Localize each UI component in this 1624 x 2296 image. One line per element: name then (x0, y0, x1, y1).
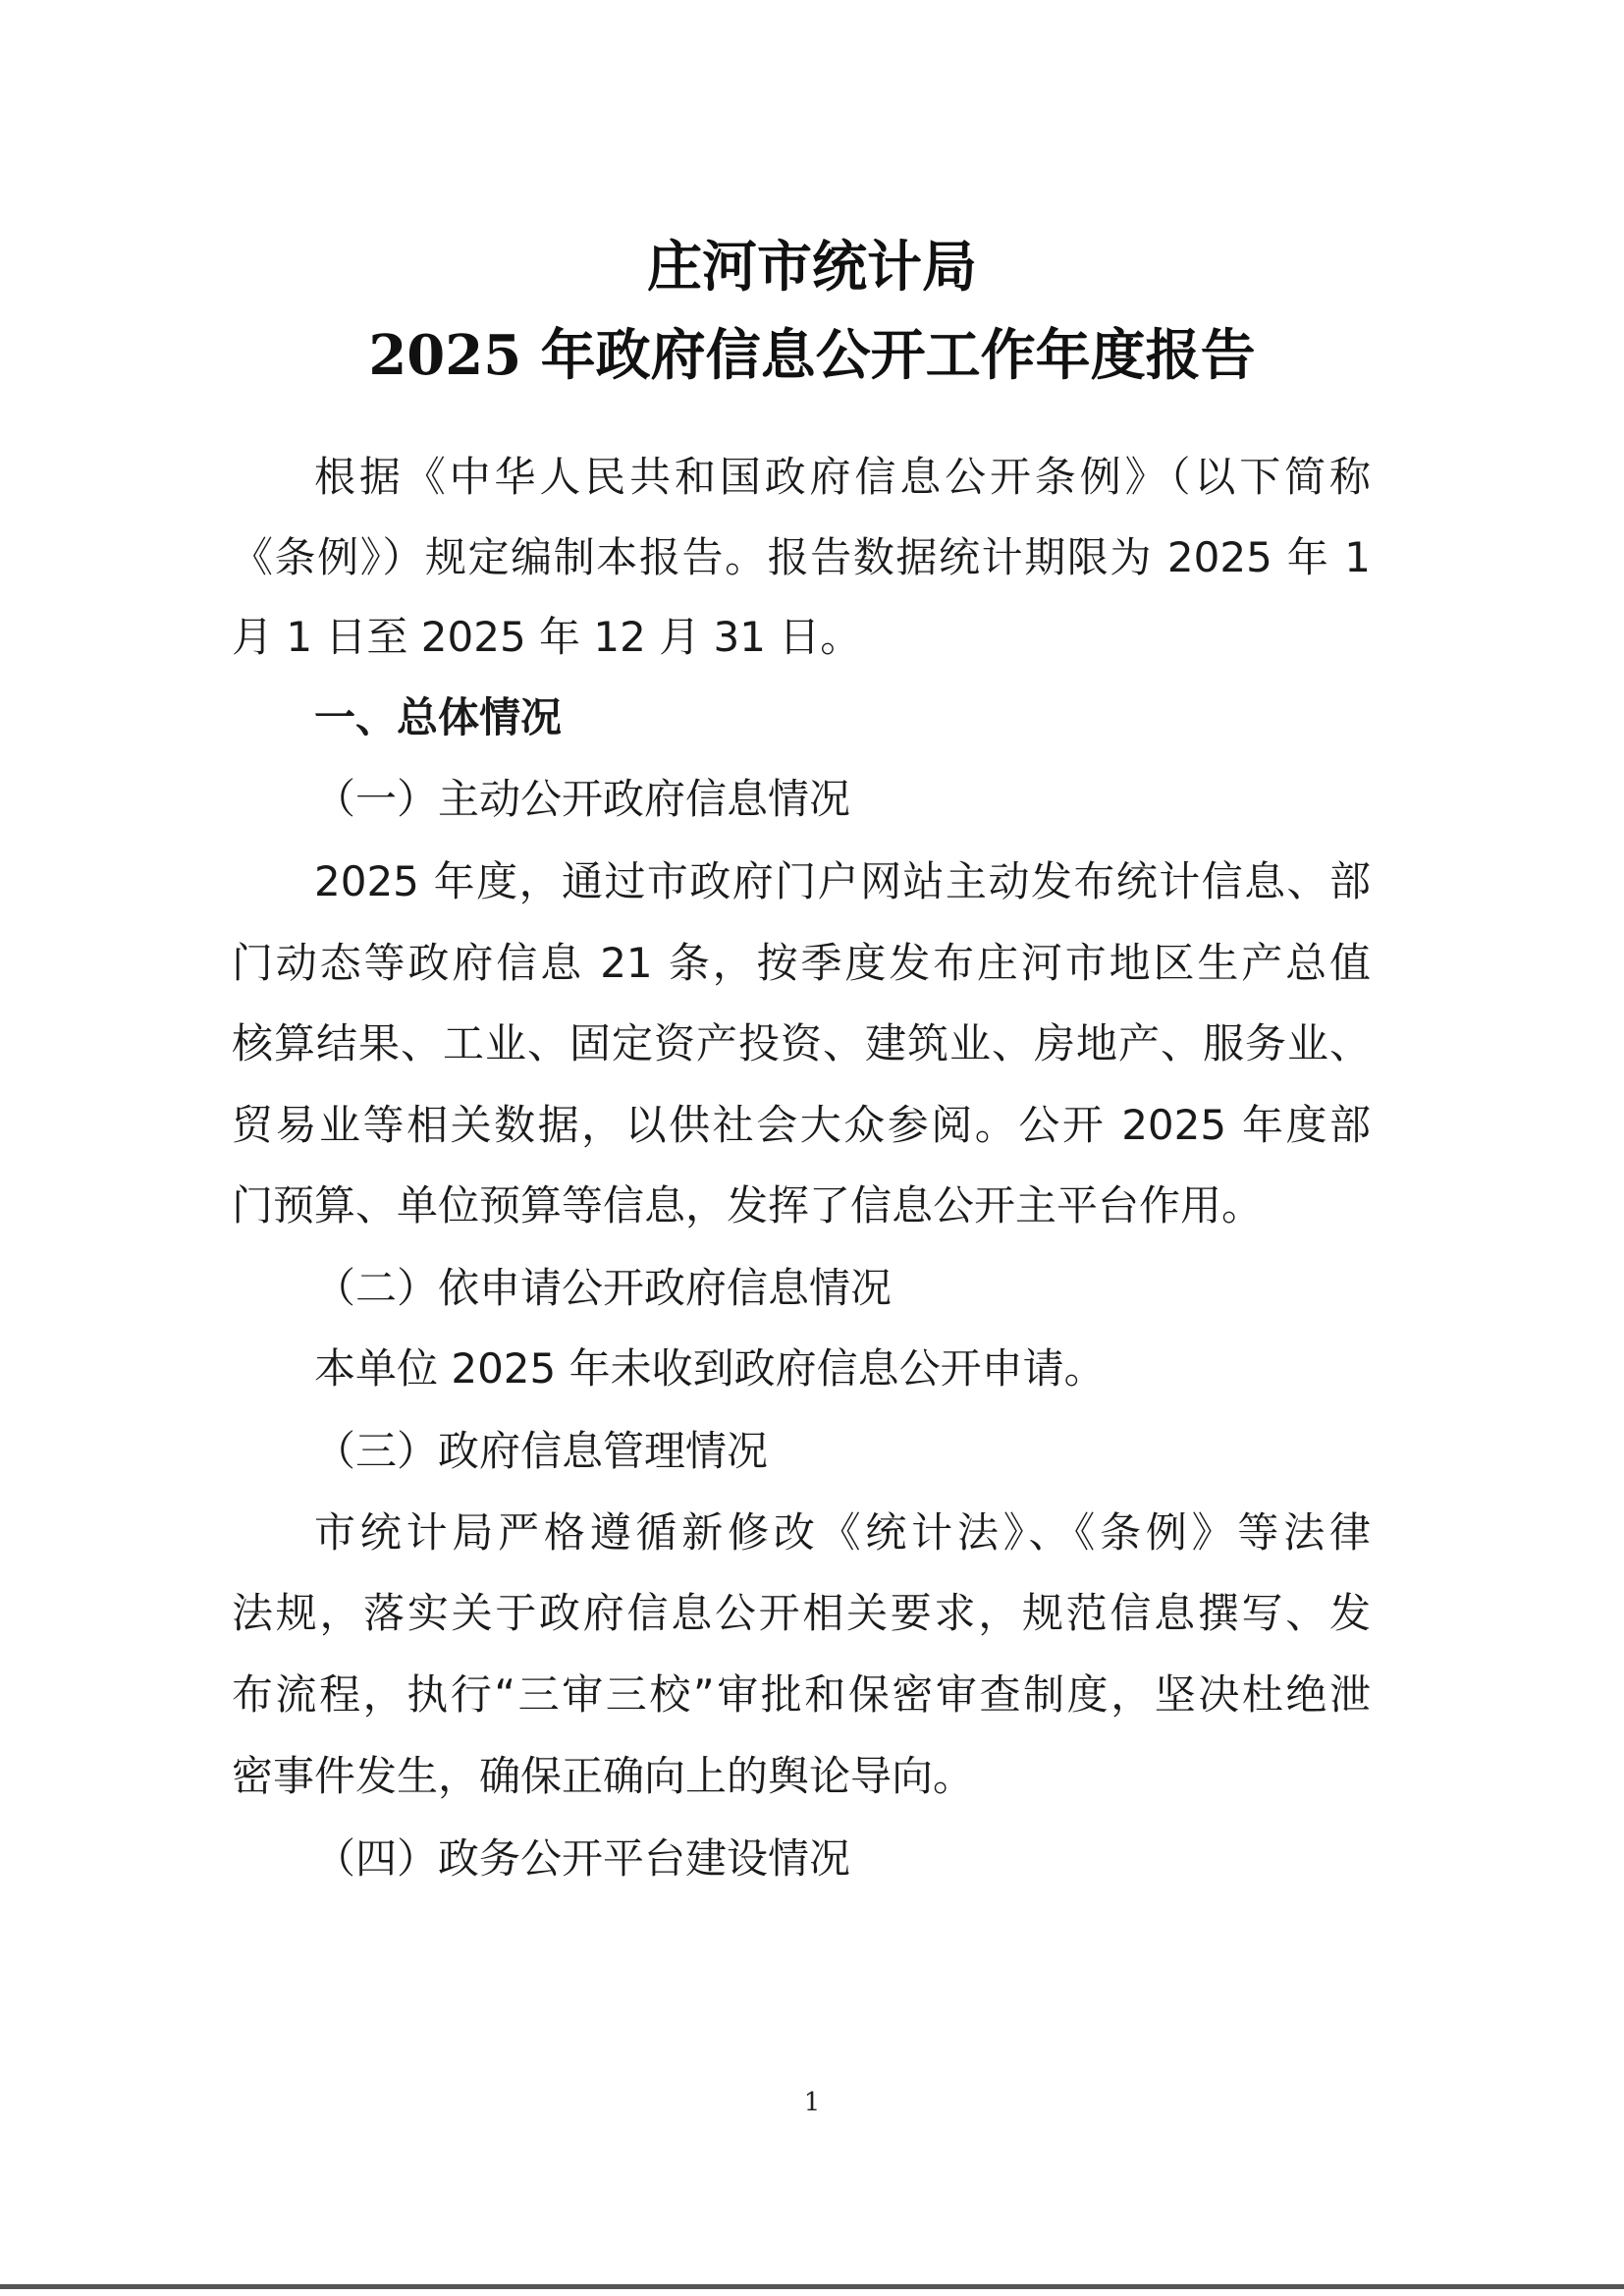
paragraph-intro-line-2: 《条例》）规定编制本报告。报告数据统计期限为 2025 年 1 (232, 533, 1371, 581)
paragraph-intro-line-1: 根据《中华人民共和国政府信息公开条例》（以下简称 (314, 453, 1371, 501)
paragraph-1-line-1: 2025 年度，通过市政府门户网站主动发布统计信息、部 (314, 857, 1371, 905)
paragraph-2-line-1: 本单位 2025 年未收到政府信息公开申请。 (314, 1344, 1106, 1393)
paragraph-1-line-5: 门预算、单位预算等信息，发挥了信息公开主平台作用。 (232, 1181, 1264, 1230)
paragraph-1-line-4: 贸易业等相关数据，以供社会大众参阅。公开 2025 年度部 (232, 1101, 1371, 1149)
subsection-heading-2: （二）依申请公开政府信息情况 (314, 1264, 893, 1312)
page-number: 1 (803, 2088, 821, 2117)
document-title-line-2: 2025 年政府信息公开工作年度报告 (368, 323, 1256, 388)
paragraph-3-line-3: 布流程，执行“三审三校”审批和保密审查制度，坚决杜绝泄 (232, 1670, 1371, 1719)
subsection-heading-4: （四）政务公开平台建设情况 (314, 1834, 851, 1883)
paragraph-1-line-3: 核算结果、工业、固定资产投资、建筑业、房地产、服务业、 (232, 1019, 1371, 1067)
paragraph-3-line-4: 密事件发生，确保正确向上的舆论导向。 (232, 1752, 975, 1800)
subsection-heading-1: （一）主动公开政府信息情况 (314, 775, 851, 823)
paragraph-3-line-2: 法规，落实关于政府信息公开相关要求，规范信息撰写、发 (232, 1589, 1371, 1637)
scan-bottom-edge (0, 2284, 1624, 2289)
document-title-line-1: 庄河市统计局 (647, 235, 977, 300)
subsection-heading-3: （三）政府信息管理情况 (314, 1427, 769, 1475)
paragraph-1-line-2: 门动态等政府信息 21 条，按季度发布庄河市地区生产总值 (232, 939, 1371, 987)
section-heading-overview: 一、总体情况 (314, 693, 563, 741)
paragraph-intro-line-3: 月 1 日至 2025 年 12 月 31 日。 (232, 613, 862, 661)
paragraph-3-line-1: 市统计局严格遵循新修改《统计法》、《条例》等法律 (314, 1508, 1371, 1557)
